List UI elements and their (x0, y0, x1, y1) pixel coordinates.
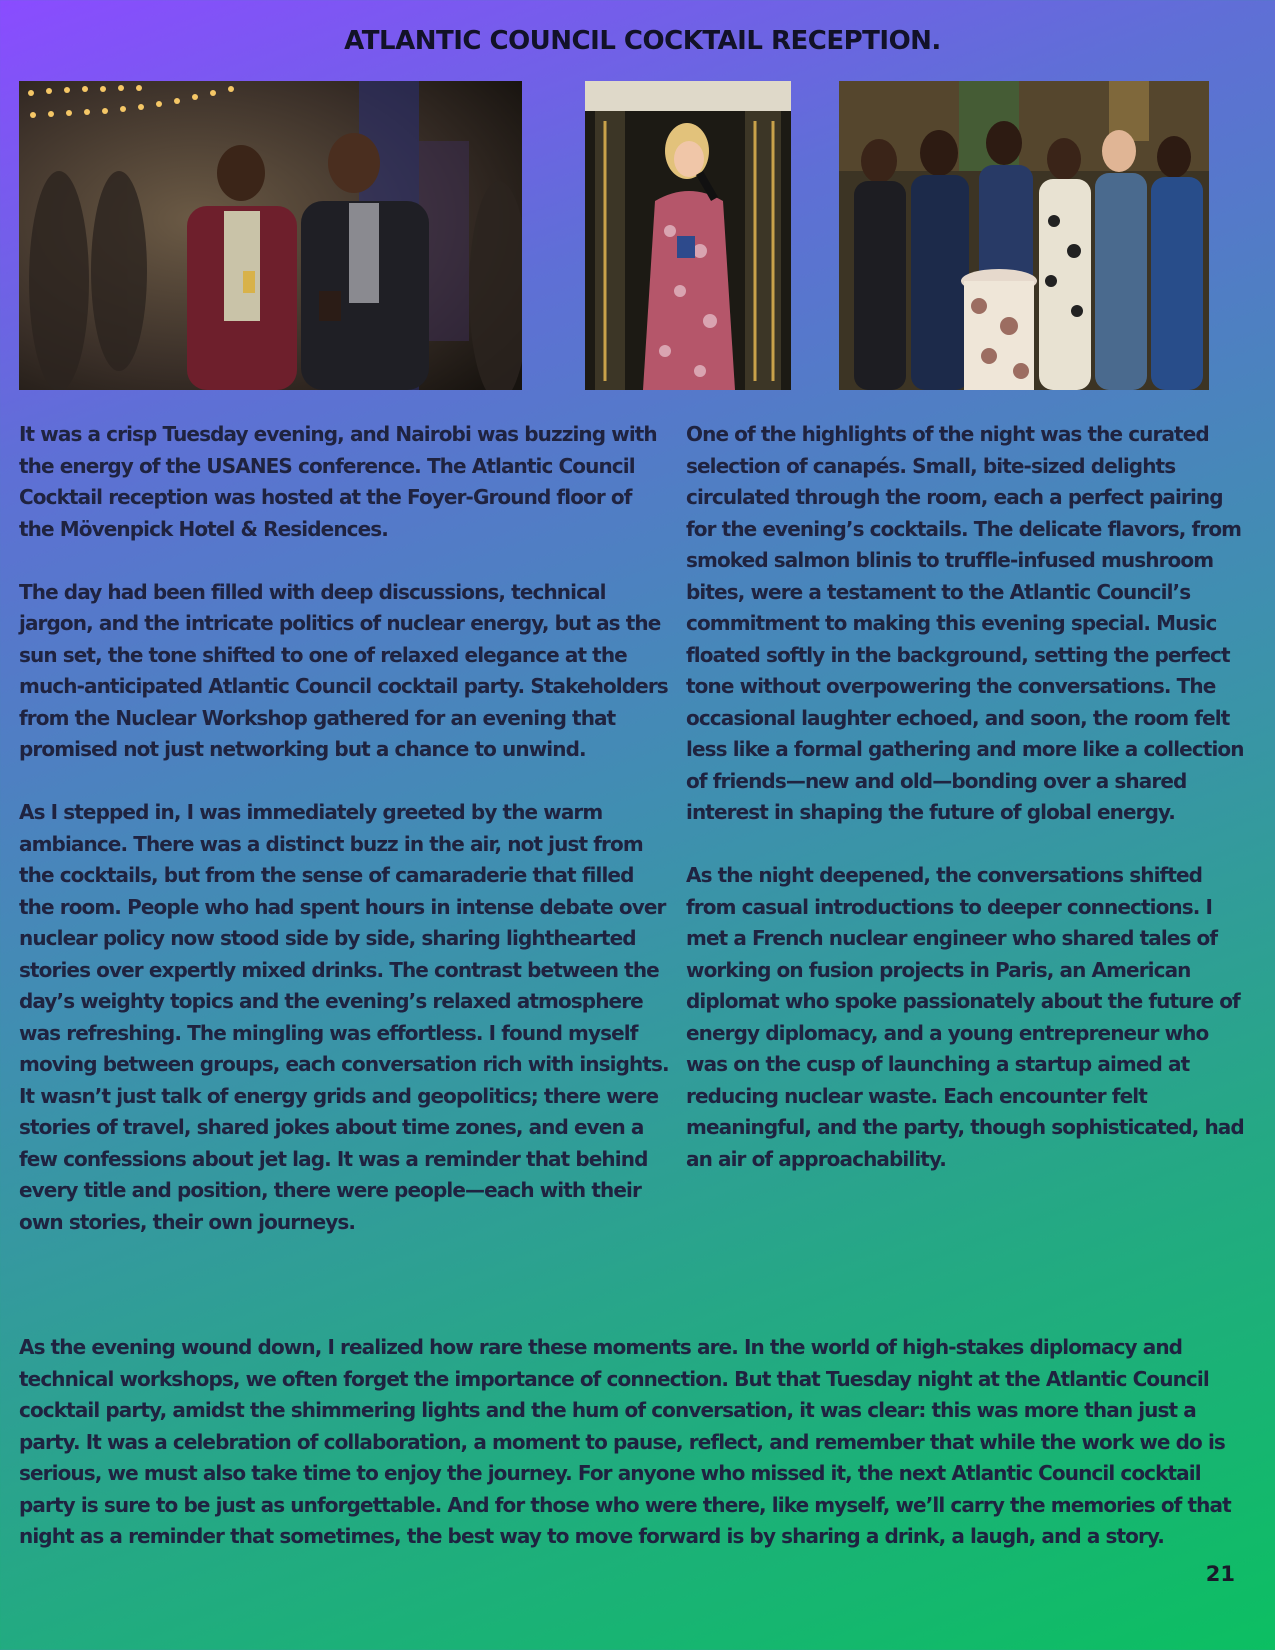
left-paragraph-3: As I stepped in, I was immediately greeted by the warm ambiance. There was a distinct buzz in the air, not just from the cocktails, but from the sense of camaraderie that filled the room. People who had spent hours in intense debate over nuclear policy now stood side by side, sharing lighthearted stories over expertly mixed drinks. The contrast between the day’s weighty topics and the evening’s relaxed atmosphere was refreshing. The mingling was effortless. I found myself moving between groups, each conversation rich with insights. It wasn’t just talk of energy grids and geopolitics; there were stories of travel, shared jokes about time zones, and even a few confessions about jet lag. It was a reminder that behind every title and position, there were people—each with their own stories, their own journeys. (19, 800, 669, 1234)
right-column (686, 419, 1246, 1207)
page-number: 21 (1205, 1562, 1235, 1586)
right-paragraph-1: One of the highlights of the night was the curated selection of canapés. Small, bite-sized delights circulated through the room, each a perfect pairing for the evening’s cocktails. The delicate flavors, from smoked salmon blinis to truffle-infused mushroom bites, were a testament to the Atlantic Council’s commitment to making this evening special. Music floated softly in the background, setting the perfect tone without overpowering the conversations. The occasional laughter echoed, and soon, the room felt less like a formal gathering and more like a collection of friends—new and old—bonding over a shared interest in shaping the future of global energy. (686, 422, 1244, 824)
photo-woman-with-microphone (585, 81, 791, 390)
page-title: ATLANTIC COUNCIL COCKTAIL RECEPTION. (344, 26, 941, 56)
left-paragraph-2: The day had been filled with deep discussions, technical jargon, and the intricate politics of nuclear energy, but as the sun set, the tone shifted to one of relaxed elegance at the much-anticipated Atlantic Council cocktail party. Stakeholders from the Nuclear Workshop gathered for an evening that promised not just networking but a chance to unwind. (19, 579, 668, 761)
closing-paragraph: As the evening wound down, I realized how rare these moments are. In the world of high-stakes diplomacy and technical workshops, we often forget the importance of connection. But that Tuesday night at the Atlantic Council cocktail party, amidst the shimmering lights and the hum of conversation, it was clear: this was more than just a party. It was a celebration of collaboration, a moment to pause, reflect, and remember that while the work we do is serious, we must also take time to enjoy the journey. For anyone who missed it, the next Atlantic Council cocktail party is sure to be just as unforgettable. And for those who were there, like myself, we’ll carry the memories of that night as a reminder that sometimes, the best way to move forward is by sharing a drink, a laugh, and a story. (19, 1335, 1231, 1548)
left-column (19, 419, 669, 1270)
closing-section (19, 1332, 1249, 1553)
photo-group-of-attendees (839, 81, 1209, 390)
left-paragraph-1: It was a crisp Tuesday evening, and Nairobi was buzzing with the energy of the USANES conference. The Atlantic Council Cocktail reception was hosted at the Foyer-Ground floor of the Mövenpick Hotel & Residences. (19, 422, 657, 541)
photo-two-men-conversation (19, 81, 522, 390)
right-paragraph-2: As the night deepened, the conversations shifted from casual introductions to deeper connections. I met a French nuclear engineer who shared tales of working on fusion projects in Paris, an American diplomat who spoke passionately about the future of energy diplomacy, and a young entrepreneur who was on the cusp of launching a startup aimed at reducing nuclear waste. Each encounter felt meaningful, and the party, though sophisticated, had an air of approachability. (686, 863, 1244, 1171)
